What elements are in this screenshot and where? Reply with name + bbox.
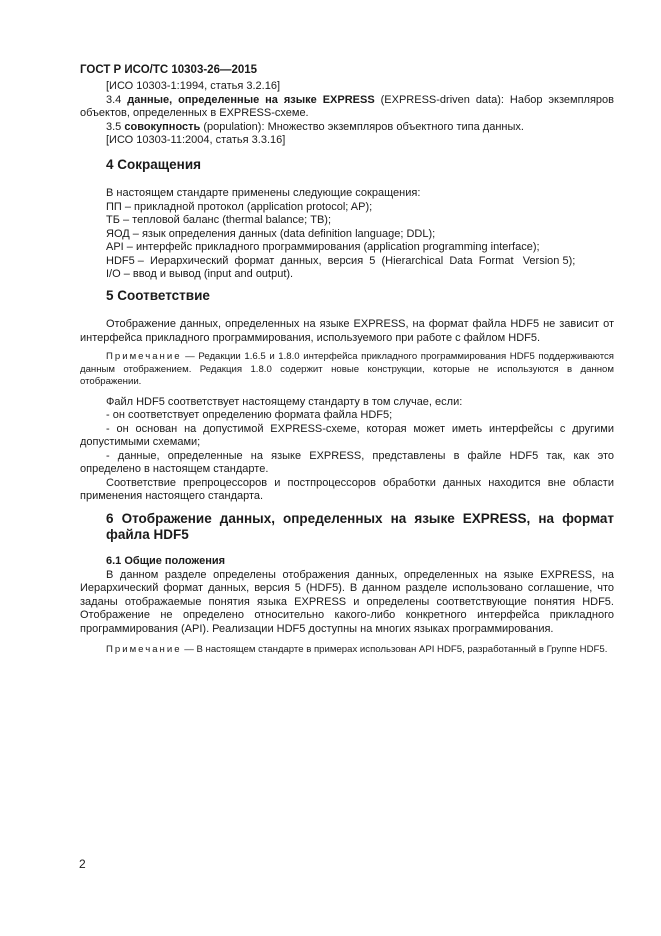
conformance-item: - он соответствует определению формата файла HDF5; bbox=[106, 409, 393, 421]
term-population: совокупность bbox=[124, 120, 201, 133]
subsection-6-1-title: 6.1 Общие положения bbox=[106, 555, 226, 567]
conformance-paragraph-2: Файл HDF5 соответствует настоящему стандарту в том случае, если: bbox=[106, 395, 463, 408]
reference-2: [ИСО 10303-11:2004, статья 3.3.16] bbox=[106, 134, 286, 146]
definitions-block bbox=[80, 80, 614, 148]
mapping-paragraph-1: В данном разделе определены отображения данных, определенных на языке EXPRESS, на Иерархический формат данных, версия 5 (HDF5). В данном разделе использовано соглашение, что заданы отображаемые понятия языка EXPRESS и определены соответствующие понятия HDF5. Отображение не определено относительно какого-либо конкретного интерфейса прикладного программирования (API). Реализации HDF5 доступны на многих языках программирования. bbox=[80, 568, 614, 635]
reference-1: [ИСО 10303-1:1994, статья 3.2.16] bbox=[106, 80, 280, 92]
definition-3-5: 3.5 совокупность (population): Множество экземпляров объектного типа данных. bbox=[106, 120, 524, 133]
mapping-note: Примечание — В настоящем стандарте в примерах использован API HDF5, разработанный в Группе HDF5. bbox=[106, 644, 608, 655]
abbreviation-item: ТБ – тепловой баланс (thermal balance; ТВ); bbox=[106, 214, 332, 226]
abbreviation-item: API – интерфейс прикладного программирования (application programming interface); bbox=[106, 241, 540, 253]
conformance-item: - данные, определенные на языке EXPRESS, представлены в файле HDF5 так, как это определено в настоящем стандарте. bbox=[80, 449, 614, 475]
abbreviation-item: ЯОД – язык определения данных (data definition language; DDL); bbox=[106, 227, 436, 240]
abbreviation-item: I/O – ввод и вывод (input and output). bbox=[106, 268, 294, 280]
page-number: 2 bbox=[79, 857, 86, 871]
mapping-block bbox=[80, 555, 614, 657]
abbreviation-item: HDF5 – Иерархический формат данных, версия 5 (Hierarchical Data Format Version 5); bbox=[106, 254, 576, 267]
section-4-title: 4 Сокращения bbox=[106, 157, 201, 172]
term-express-driven-data: данные, определенные на языке EXPRESS bbox=[127, 93, 375, 106]
abbreviation-item: ПП – прикладной протокол (application protocol; AP); bbox=[106, 200, 373, 213]
conformance-paragraph-3: Соответствие препроцессоров и постпроцессоров обработки данных находится вне области применения настоящего стандарта. bbox=[80, 476, 614, 502]
section-6-title: 6 Отображение данных, определенных на языке EXPRESS, на формат файла HDF5 bbox=[106, 511, 614, 542]
section-5-title: 5 Соответствие bbox=[106, 288, 210, 303]
abbreviations-block bbox=[80, 187, 614, 282]
definition-3-4: 3.4 данные, определенные на языке EXPRESS (EXPRESS-driven data): Набор экземпляров объектов, определенных в EXPRESS-схеме. bbox=[80, 93, 614, 119]
abbreviations-intro: В настоящем стандарте применены следующие сокращения: bbox=[106, 187, 421, 199]
conformance-note: Примечание — Редакции 1.6.5 и 1.8.0 интерфейса прикладного программирования HDF5 поддерживаются данным отображением. Редакция 1.8.0 содержит новые конструкции, которые не используются в данном отображении. bbox=[80, 351, 614, 387]
conformance-block bbox=[80, 318, 614, 504]
conformance-paragraph-1: Отображение данных, определенных на языке EXPRESS, на формат файла HDF5 не зависит от интерфейса прикладного программирования, используемого при работе с файлом HDF5. bbox=[80, 318, 614, 344]
document-header: ГОСТ Р ИСО/ТС 10303-26—2015 bbox=[80, 64, 258, 76]
conformance-item: - он основан на допустимой EXPRESS-схеме, которая может иметь интерфейсы с другими допустимыми схемами; bbox=[80, 422, 614, 448]
